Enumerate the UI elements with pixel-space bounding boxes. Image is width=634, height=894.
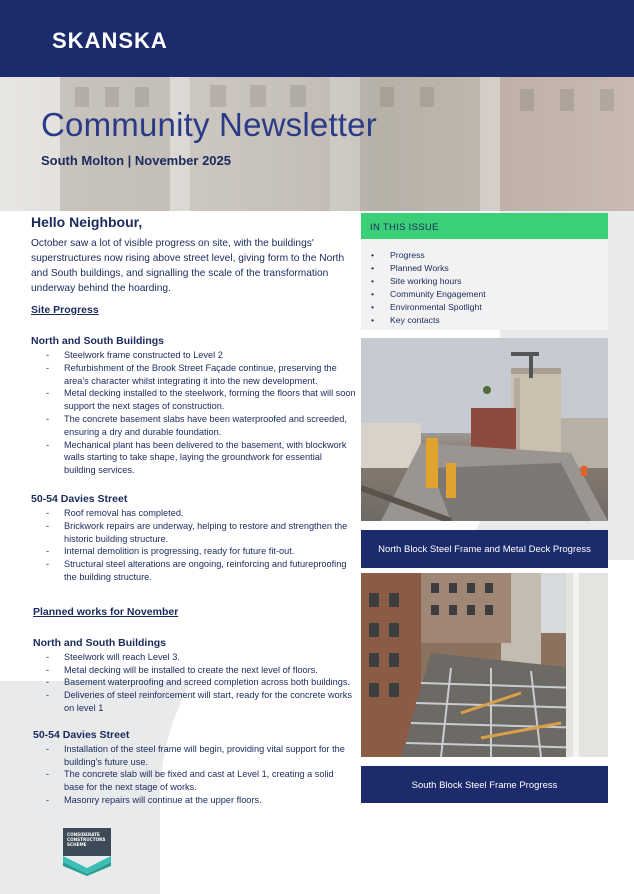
planned-works-heading: Planned works for November xyxy=(33,605,179,618)
in-this-issue-list xyxy=(361,239,608,327)
list-item: - Structural steel alterations are ongoing, reinforcing and futureproofing the building structure. xyxy=(31,558,356,584)
list-item: - Basement waterproofing and screed completion across both buildings. xyxy=(31,676,356,689)
north-south-progress-list xyxy=(31,349,356,477)
list-item: - Masonry repairs will continue at the upper floors. xyxy=(31,794,356,807)
davies-progress-heading: 50-54 Davies Street xyxy=(31,492,128,505)
issue-item-community[interactable]: • Community Engagement xyxy=(371,288,608,301)
davies-planned-list xyxy=(31,743,356,807)
list-item: - Deliveries of steel reinforcement will start, ready for the concrete works on level 1 xyxy=(31,689,356,715)
hero-banner xyxy=(0,77,634,211)
list-item: - Brickwork repairs are underway, helping to restore and strengthen the historic building structure. xyxy=(31,520,356,546)
north-south-progress-heading: North and South Buildings xyxy=(31,335,164,347)
issue-item-working-hours[interactable]: • Site working hours xyxy=(371,275,608,288)
list-item: - Metal decking installed to the steelwork, forming the floors that will soon support the next stages of construction. xyxy=(31,387,356,413)
header-bar xyxy=(0,0,634,77)
north-block-caption: North Block Steel Frame and Metal Deck Progress xyxy=(361,530,608,568)
list-item: - Steelwork frame constructed to Level 2 xyxy=(31,349,356,362)
davies-planned-heading: 50-54 Davies Street xyxy=(33,728,130,741)
issue-item-planned-works[interactable]: • Planned Works xyxy=(371,262,608,275)
north-south-planned-list xyxy=(31,651,356,715)
planned-works-section xyxy=(31,584,356,807)
skanska-logo[interactable]: SKANSKA xyxy=(52,28,168,53)
svg-text:CONSTRUCTORS: CONSTRUCTORS xyxy=(67,837,106,842)
list-item: - Steelwork will reach Level 3. xyxy=(31,651,356,664)
list-item: - Metal decking will be installed to create the next level of floors. xyxy=(31,664,356,677)
north-south-planned-heading: North and South Buildings xyxy=(33,636,166,649)
issue-item-contacts[interactable]: • Key contacts xyxy=(371,314,608,327)
newsletter-title: Community Newsletter xyxy=(41,106,377,143)
in-this-issue-box xyxy=(361,213,608,330)
list-item: - The concrete basement slabs have been waterproofed and screeded, ensuring a dry and durable foundation. xyxy=(31,413,356,439)
issue-item-progress[interactable]: • Progress xyxy=(371,249,608,262)
south-block-caption: South Block Steel Frame Progress xyxy=(361,766,608,803)
issue-item-environment[interactable]: • Environmental Spotlight xyxy=(371,301,608,314)
intro-paragraph: October saw a lot of visible progress on site, with the buildings' superstructures now rising above street level, giving form to the North and South buildings, and signalling the scale of the transformation underway behind the hoarding. xyxy=(31,238,345,294)
list-item: - The concrete slab will be fixed and cast at Level 1, creating a solid base for the next stage of works. xyxy=(31,768,356,794)
main-content xyxy=(31,214,356,807)
north-block-photo xyxy=(361,338,608,521)
list-item: - Mechanical plant has been delivered to the basement, with blockwork walls starting to take shape, laying the groundwork for essential building services. xyxy=(31,439,356,477)
newsletter-subtitle: South Molton | November 2025 xyxy=(41,153,231,168)
list-item: - Internal demolition is progressing, ready for future fit-out. xyxy=(31,545,356,558)
davies-progress-list xyxy=(31,507,356,584)
considerate-constructors-badge xyxy=(63,828,111,876)
list-item: - Refurbishment of the Brook Street Façade continue, preserving the area's character whilst integrating it into the new development. xyxy=(31,362,356,388)
in-this-issue-heading: IN THIS ISSUE xyxy=(361,213,608,239)
site-progress-heading: Site Progress xyxy=(31,304,99,316)
svg-text:SCHEME: SCHEME xyxy=(67,842,87,847)
list-item: - Installation of the steel frame will begin, providing vital support for the building's future use. xyxy=(31,743,356,769)
greeting: Hello Neighbour, xyxy=(31,214,143,230)
list-item: - Roof removal has completed. xyxy=(31,507,356,520)
ccs-logo-icon xyxy=(63,828,111,876)
site-progress-section xyxy=(31,296,356,584)
south-block-photo xyxy=(361,573,608,757)
svg-text:CONSIDERATE: CONSIDERATE xyxy=(67,832,100,837)
